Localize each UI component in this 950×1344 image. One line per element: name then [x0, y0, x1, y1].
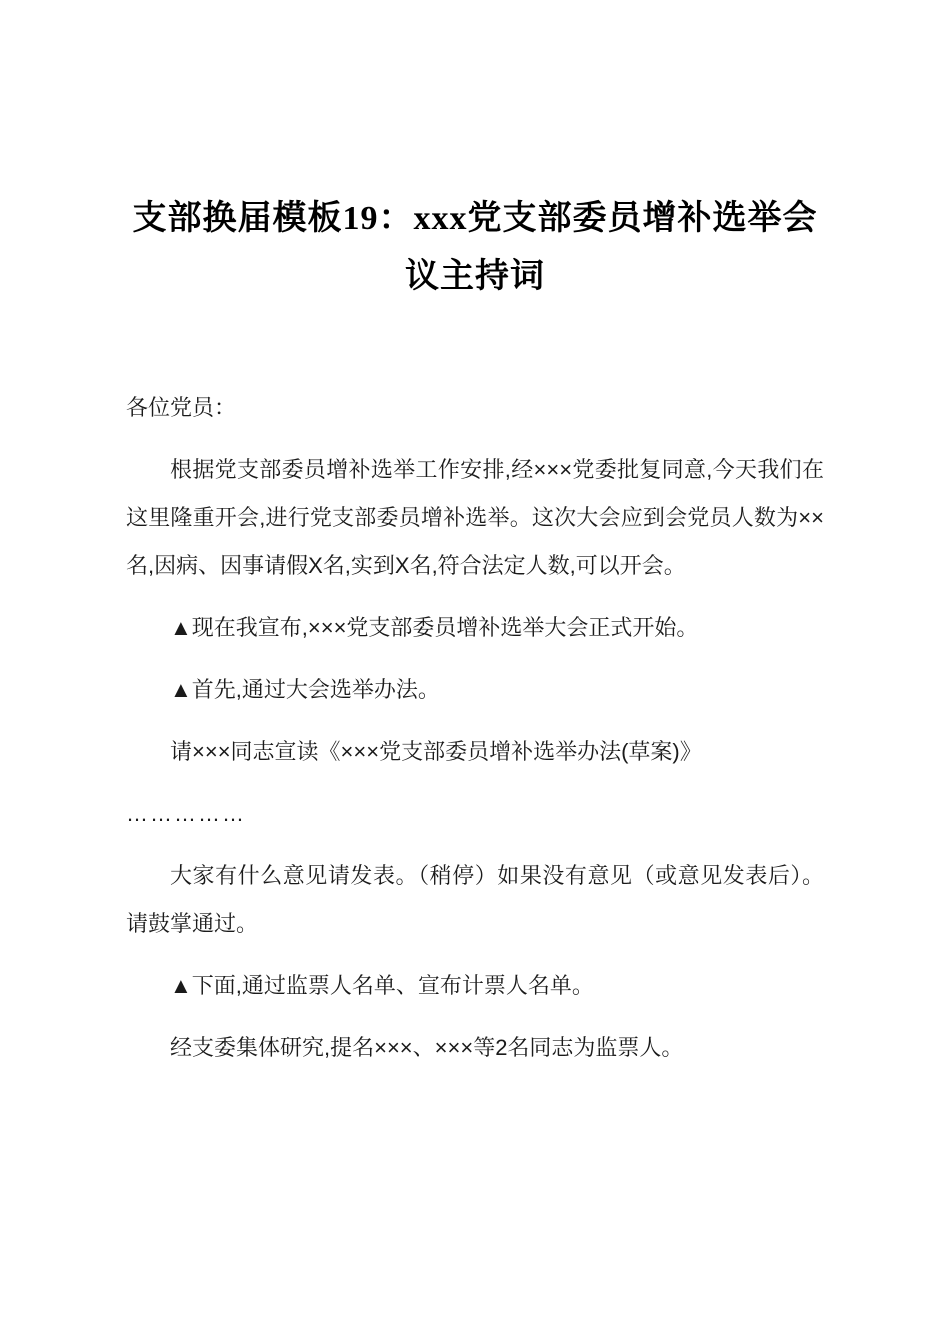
paragraph-salutation: 各位党员：: [126, 395, 237, 420]
paragraph-ellipsis: ……………: [126, 801, 246, 826]
paragraph-opening-remarks: 根据党支部委员增补选举工作安排,经×××党委批复同意,今天我们在这里隆重开会,进行党支部委员增补选举。这次大会应到会党员人数为××名,因病、因事请假X名,实到X名,符合法定人数,可以开会。: [126, 457, 824, 578]
document-title: 支部换届模板19：xxx党支部委员增补选举会议主持词: [132, 200, 818, 295]
paragraph-announce-start: ▲现在我宣布,×××党支部委员增补选举大会正式开始。: [170, 615, 699, 640]
paragraph-ask-opinions: 大家有什么意见请发表。（稍停）如果没有意见（或意见发表后）。请鼓掌通过。: [126, 863, 824, 936]
paragraph-nominate-tellers: 经支委集体研究,提名×××、×××等2名同志为监票人。: [170, 1035, 684, 1060]
document-body: [126, 384, 824, 1072]
paragraph-election-method: ▲首先,通过大会选举办法。: [170, 677, 440, 702]
paragraph-tellers-list: ▲下面,通过监票人名单、宣布计票人名单。: [170, 973, 594, 998]
paragraph-read-draft: 请×××同志宣读《×××党支部委员增补选举办法(草案)》: [170, 739, 702, 764]
